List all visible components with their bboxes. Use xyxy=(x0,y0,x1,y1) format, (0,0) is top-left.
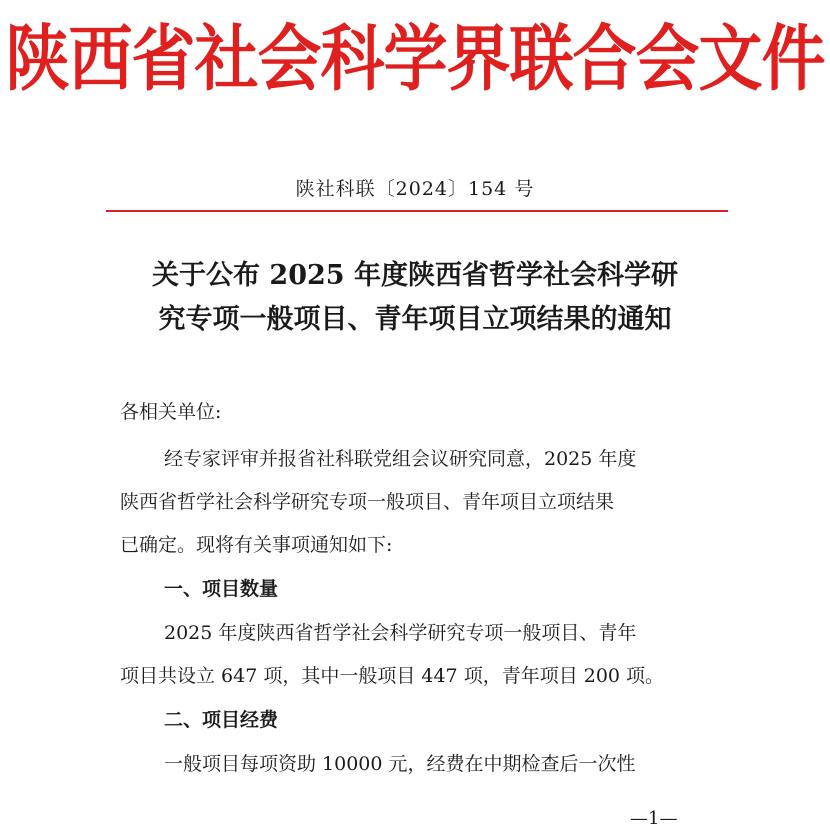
section-heading-project-funding: 二、项目经费 xyxy=(164,709,279,731)
intro-paragraph-line-3: 已确定。现将有关事项通知如下: xyxy=(120,534,393,556)
intro-paragraph-line-2: 陕西省哲学社会科学研究专项一般项目、青年项目立项结果 xyxy=(120,491,615,513)
document-masthead: 陕西省社会科学界联合会文件 xyxy=(5,18,825,102)
red-divider-line xyxy=(106,210,728,212)
section1-paragraph-line-1: 2025 年度陕西省哲学社会科学研究专项一般项目、青年 xyxy=(164,622,637,644)
document-number: 陕社科联〔2024〕154 号 xyxy=(295,178,535,200)
intro-paragraph-line-1: 经专家评审并报省社科联党组会议研究同意，2025 年度 xyxy=(164,448,637,470)
title-line-2: 究专项一般项目、青年项目立项结果的通知 xyxy=(158,304,672,335)
section2-paragraph-line-1: 一般项目每项资助 10000 元，经费在中期检查后一次性 xyxy=(164,753,636,775)
page-number: —1— xyxy=(630,808,678,829)
salutation: 各相关单位: xyxy=(120,401,222,423)
section1-paragraph-line-2: 项目共设立 647 项，其中一般项目 447 项，青年项目 200 项。 xyxy=(120,665,665,687)
title-line-1: 关于公布 2025 年度陕西省哲学社会科学研 xyxy=(152,260,678,291)
document-title xyxy=(100,254,730,342)
section-heading-project-count: 一、项目数量 xyxy=(164,578,279,600)
